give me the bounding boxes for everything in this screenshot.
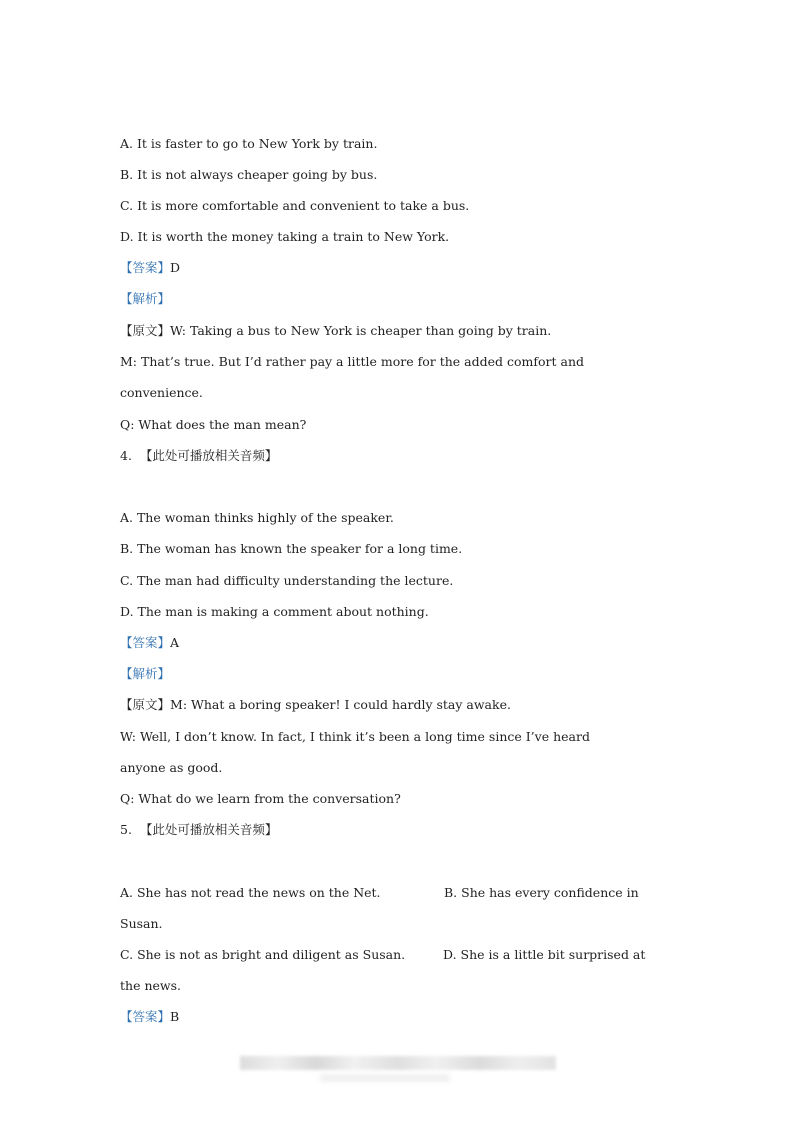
q4-original bbox=[120, 697, 511, 713]
q4-question: Q: What do we learn from the conversation? bbox=[120, 791, 401, 806]
audio-tag[interactable]: 【此处可播放相关音频】 bbox=[139, 448, 278, 463]
q5-option-b-cont: Susan. bbox=[120, 916, 163, 931]
q3-question: Q: What does the man mean? bbox=[120, 417, 307, 432]
q5-answer bbox=[120, 1009, 179, 1025]
q3-answer bbox=[120, 260, 180, 276]
original-tag: 【原文】 bbox=[120, 697, 171, 712]
answer-value: B bbox=[170, 1009, 180, 1024]
q5-option-d-cont: the news. bbox=[120, 978, 181, 993]
blurred-watermark-sub bbox=[320, 1074, 450, 1082]
answer-tag: 【答案】 bbox=[120, 1009, 171, 1024]
q4-option-a: A. The woman thinks highly of the speaker. bbox=[120, 510, 394, 525]
q3-analysis-tag: 【解析】 bbox=[120, 291, 171, 306]
original-text: M: What a boring speaker! I could hardly stay awake. bbox=[170, 697, 511, 712]
original-tag: 【原文】 bbox=[120, 323, 171, 338]
q3-option-d: D. It is worth the money taking a train to New York. bbox=[120, 229, 450, 244]
q5-option-a: A. She has not read the news on the Net. bbox=[120, 885, 381, 900]
q4-option-d: D. The man is making a comment about nothing. bbox=[120, 604, 429, 619]
q5-option-b: B. She has every confidence in bbox=[444, 885, 639, 900]
answer-value: D bbox=[170, 260, 181, 275]
q4-option-b: B. The woman has known the speaker for a long time. bbox=[120, 541, 463, 556]
q5-option-c: C. She is not as bright and diligent as Susan. bbox=[120, 947, 406, 962]
original-text: W: Taking a bus to New York is cheaper than going by train. bbox=[170, 323, 552, 338]
answer-tag: 【答案】 bbox=[120, 635, 171, 650]
q5-option-d: D. She is a little bit surprised at bbox=[443, 947, 646, 962]
q3-option-c: C. It is more comfortable and convenient to take a bus. bbox=[120, 198, 470, 213]
q4-transcript-line2: anyone as good. bbox=[120, 760, 223, 775]
q4-header bbox=[120, 448, 277, 464]
q4-option-c: C. The man had difficulty understanding the lecture. bbox=[120, 573, 454, 588]
answer-value: A bbox=[170, 635, 180, 650]
q4-number: 4. bbox=[120, 448, 132, 463]
q3-original bbox=[120, 323, 551, 339]
q5-number: 5. bbox=[120, 822, 132, 837]
q5-header bbox=[120, 822, 277, 838]
q3-transcript-line1: M: That’s true. But I’d rather pay a little more for the added comfort and bbox=[120, 354, 585, 369]
q4-analysis-tag: 【解析】 bbox=[120, 666, 171, 681]
audio-tag[interactable]: 【此处可播放相关音频】 bbox=[139, 822, 278, 837]
q3-option-a: A. It is faster to go to New York by train. bbox=[120, 136, 378, 151]
q4-answer bbox=[120, 635, 179, 651]
q4-transcript-line1: W: Well, I don’t know. In fact, I think it’s been a long time since I’ve heard bbox=[120, 729, 590, 744]
blurred-watermark bbox=[240, 1056, 556, 1070]
q3-transcript-line2: convenience. bbox=[120, 385, 203, 400]
q3-option-b: B. It is not always cheaper going by bus. bbox=[120, 167, 378, 182]
answer-tag: 【答案】 bbox=[120, 260, 171, 275]
